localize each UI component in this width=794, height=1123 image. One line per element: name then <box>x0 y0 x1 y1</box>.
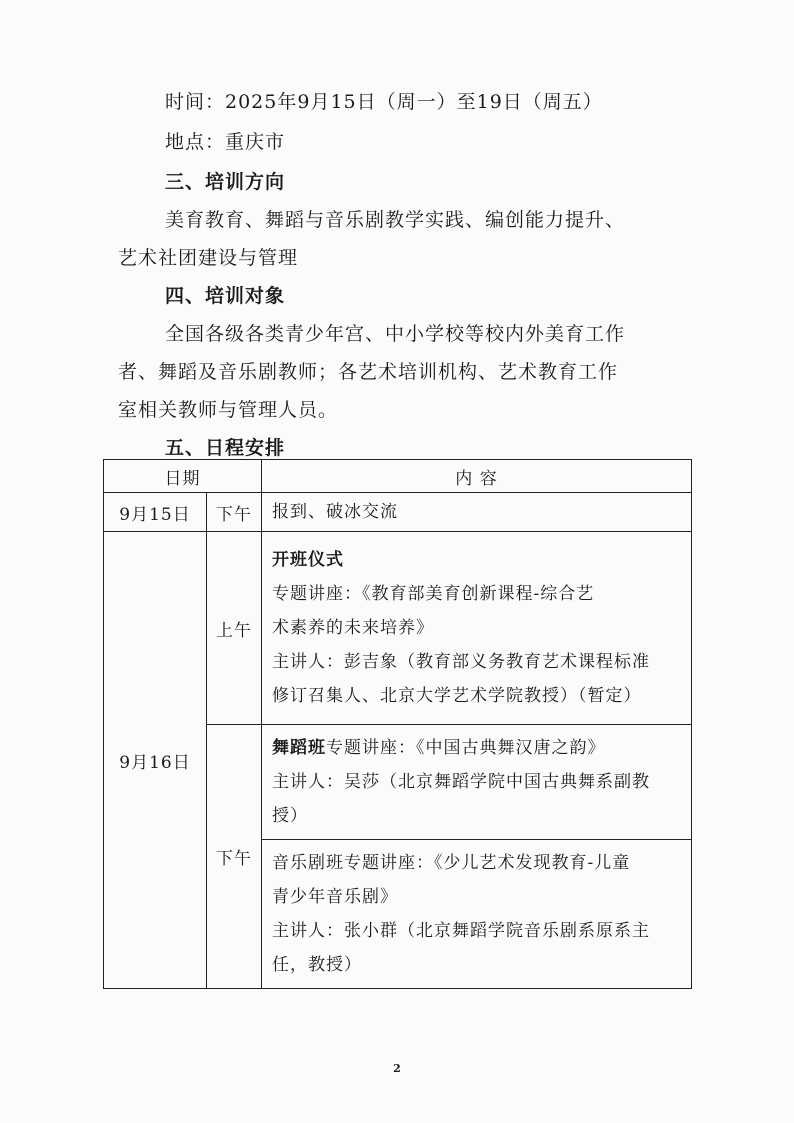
content-line: 主讲人：彭吉象（教育部义务教育艺术课程标准 <box>272 652 650 672</box>
class-name-label: 音乐剧班 <box>272 853 344 873</box>
content-line: 主讲人：张小群（北京舞蹈学院音乐剧系原系主 <box>272 921 650 941</box>
content-line: 术素养的未来培养》 <box>272 618 434 638</box>
target-text-1: 全国各级各类青少年宫、中小学校等校内外美育工作 <box>165 323 626 345</box>
content-line: 授） <box>272 806 308 826</box>
class-name-label: 舞蹈班 <box>272 738 326 758</box>
header-date: 日期 <box>104 460 262 493</box>
direction-text-2: 艺术社团建设与管理 <box>118 247 299 269</box>
table-row <box>104 532 692 725</box>
content-line: 开班仪式 <box>272 550 344 570</box>
content-line <box>272 846 691 880</box>
date-cell: 9月15日 <box>104 493 207 532</box>
section-direction-title: 三、培训方向 <box>165 171 286 193</box>
content-cell <box>262 493 692 532</box>
date-cell: 9月16日 <box>104 532 207 989</box>
content-cell <box>262 725 692 840</box>
place-line: 地点：重庆市 <box>165 131 286 153</box>
lecture-title: 专题讲座：《中国古典舞汉唐之韵》 <box>326 738 606 758</box>
header-content: 内 容 <box>262 460 692 493</box>
half-day-cell: 上午 <box>207 532 262 725</box>
half-day-cell: 下午 <box>207 493 262 532</box>
target-text-2: 者、舞蹈及音乐剧教师；各艺术培训机构、艺术教育工作 <box>118 361 619 383</box>
content-line <box>272 731 691 765</box>
content-line: 报到、破冰交流 <box>272 502 398 522</box>
content-line: 任，教授） <box>272 955 362 975</box>
section-schedule-title: 五、日程安排 <box>165 437 286 459</box>
content-cell <box>262 532 692 725</box>
target-text-3: 室相关教师与管理人员。 <box>118 399 339 421</box>
direction-text-1: 美育教育、舞蹈与音乐剧教学实践、编创能力提升、 <box>165 209 626 231</box>
content-line: 修订召集人、北京大学艺术学院教授）（暂定） <box>272 686 642 706</box>
table-row <box>104 493 692 532</box>
time-line: 时间：2025年9月15日（周一）至19日（周五） <box>165 91 603 113</box>
half-day-cell: 下午 <box>207 725 262 989</box>
lecture-title: 专题讲座：《少儿艺术发现教育-儿童 <box>344 853 631 873</box>
section-target-title: 四、培训对象 <box>165 285 286 307</box>
page-number: 2 <box>393 1062 401 1075</box>
content-line: 青少年音乐剧》 <box>272 887 398 907</box>
content-line: 专题讲座：《教育部美育创新课程-综合艺 <box>272 584 595 604</box>
schedule-table <box>103 459 692 989</box>
content-cell <box>262 840 692 989</box>
content-line: 主讲人：吴莎（北京舞蹈学院中国古典舞系副教 <box>272 772 650 792</box>
table-header-row <box>104 460 692 493</box>
